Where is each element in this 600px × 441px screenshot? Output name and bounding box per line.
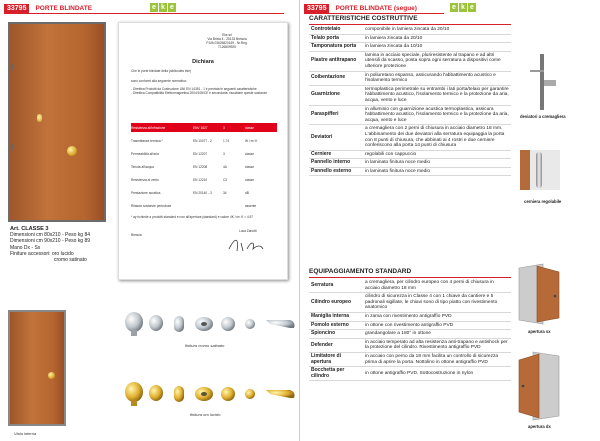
spec-value: in ottone con rivestimento antigraffio PVD [363,321,511,330]
article-line: Dimensioni cm 80x210 - Peso kg 84 [10,232,91,239]
caption-deviators: deviatori a cremagliera [520,114,566,119]
spec-row [309,330,511,339]
cert-row-unit: classe [245,151,255,156]
caption-hinge: cerniera regolabile [524,199,562,204]
cert-row [131,123,277,132]
spec-label: Controtelaio [309,26,363,34]
spec-label: Pannello esterno [309,167,363,176]
spec-label: Defender [309,338,363,352]
spec-row [309,338,511,352]
spec-label: Tamponatura porta [309,43,363,52]
article-line: Dimensioni cm 90x210 - Peso kg 89 [10,238,91,245]
spec-value: in alluminio con guarnizione acustica termoplastica, assicura l'abbattimento acustico, l'isolamento termico e la protezione da aria, acqua, vento e luce [363,105,511,125]
spec-value: in lamiera zincata da 10/10 [363,43,511,52]
cert-row-norm: ENV 1627 [193,125,208,130]
cert-row [131,162,277,171]
eke-logo: e k e [450,3,476,12]
caption-opening-sx: apertura sx [528,329,551,334]
equipment-specs-table [309,279,511,381]
declaration-certificate [118,22,288,280]
spec-label: Spioncino [309,330,363,339]
spec-label: Paraspifferi [309,105,363,125]
spec-value: in acciaio temperato ad alta resistenza anti-trapano e antishock per la protezione del cilindro. Rivestimento antigraffio PVD [363,338,511,352]
cert-row-unit: classe [245,125,255,130]
caption-chrome: finitura cromo satinato [185,343,225,348]
spec-label: Pannello interno [309,159,363,168]
spec-label: Serratura [309,279,363,293]
cert-footnote: * ay richiede a prodotti standard e non all'apertura (standard) e valore 4K / m² K = 4.97 [131,215,254,219]
spec-row [309,167,511,176]
article-line: cromo satinato [54,257,87,264]
header-rule [304,5,444,14]
spec-label: Coibentazione [309,71,363,85]
cert-row-name: Resistenza al vento [131,177,159,182]
cert-company: Eke srl [222,33,232,37]
door-knob [67,146,77,156]
spec-value: cilindro di sicurezza in Classe 4 con 1 chiave da cantiere e 5 padronali sigillate, le chiavi sono di tipo piatto con rivestimento anatomico [363,293,511,313]
cert-row [131,175,277,184]
cert-row-unit: assente [245,203,257,208]
interior-handle [48,372,55,379]
eke-logo: e k e [150,3,176,12]
spec-value: in poliuretano espanso, assicurando l'abbattimento acustico e l'isolamento termico [363,71,511,85]
spec-value: a cremagliera, per cilindro europeo con 4 perni di chiusura in acciaio diametro 18 mm [363,279,511,293]
cert-row-name: Prestazione acustica [131,190,161,195]
spec-row [309,85,511,105]
spec-value: a cremagliera con 2 perni di chiusura in acciaio diametro 18 mm. L'abbinamento dei due deviatori alla serratura equipaggia la porta con 8 punti di chiusura, che abbinati ai 4 rostri e due cerniere conferiscono alla porta 14 punti di chiusura [363,125,511,150]
caption-opening-dx: apertura dx [528,424,551,429]
section-construction-title: CARATTERISTICHE COSTRUTTIVE [309,15,418,22]
spec-row [309,150,511,159]
cert-row [131,201,277,210]
header-title: PORTE BLINDATE [35,5,93,12]
spec-value: in acciaio con perno da 18 mm facilita un controllo di sicurezza prima di aprire la porta. Nottolino in ottone antigraffio PVD [363,352,511,366]
cert-row-norm: EN 10077 - 2 [193,138,212,143]
cert-row-value: C3 [223,177,228,182]
spec-value: in laminato finitura noce medio [363,159,511,168]
cert-row-norm: EN 12207 [193,151,208,156]
cert-intro: Che le porte blindate della (sibilcodes eke) [131,69,192,73]
cert-row-value: 3 [223,125,225,130]
spec-row [309,105,511,125]
cert-row [131,188,277,197]
cert-row-name: Trasmittanza termica * [131,138,163,143]
spec-label: Piastre antitrapano [309,51,363,71]
section-equipment-title: EQUIPAGGIAMENTO STANDARD [309,268,412,275]
cert-row-name: Resistenza all'infrazione [131,125,166,130]
cert-row-unit: classe [245,177,255,182]
spec-value: componibile in lamiera zincata da 20/10 [363,26,511,34]
cert-norm-line: - Direttiva Prodotti da Costruzione UNI EN 14351 - 1 è prevista le seguenti caratteristiche [131,87,257,91]
spec-row [309,51,511,71]
cert-place: Brescia [131,233,142,237]
lock-plate [37,114,42,122]
cert-address-2: P.IVA 03626820169 - Nr.Reg. T126809925 [206,41,248,49]
spec-row [309,159,511,168]
hinge-image [520,150,560,190]
spec-row [309,321,511,330]
article-info [10,226,120,263]
spec-value: grandangolare a 180° in ottone [363,330,511,339]
cert-row [131,136,277,145]
spec-value: in laminato finitura noce medio [363,167,511,176]
page-code: 33795 [304,4,329,14]
spec-row [309,293,511,313]
spec-row [309,312,511,321]
deviators-image [520,52,582,110]
spec-value: regolabili con cappuccio [363,150,511,159]
cert-address-1: Via Brixia 4 - 25133 Brescia [207,37,247,41]
spec-value: in lamiera zincata da 20/10 [363,34,511,43]
spec-value: in zama con rivestimento antigraffio PVD [363,312,511,321]
cert-row-value: 34 [223,190,227,195]
door-front-image [8,22,106,222]
spec-label: Telaio porta [309,34,363,43]
cert-row [131,149,277,158]
opening-dx-image [515,350,565,422]
spec-label: Pomolo esterno [309,321,363,330]
cert-row-unit: classe [245,164,255,169]
spec-row [309,34,511,43]
spec-label: Cilindro europeo [309,293,363,313]
article-title: Art. CLASSE 3 [10,226,49,232]
door-interior-image [8,310,66,426]
spec-value: lamina in acciaio speciale, pluriresistente al trapano e ad altri utensili da scasso, posta sopra ogni serratura a dispositivi come ulteriore protezione [363,51,511,71]
cert-title: Dichiara [192,59,214,65]
cert-row-unit: dB [245,190,249,195]
header-title: PORTE BLINDATE (segue) [335,5,417,12]
gold-hardware-image [120,380,300,410]
spec-row [309,279,511,293]
spec-row [309,26,511,34]
cert-row-name: Permeabilità all'aria [131,151,159,156]
cert-row-unit: W / m² K [245,138,258,143]
spec-label: Deviatori [309,125,363,150]
header-rule [4,5,284,14]
spec-label: Limitatore di apertura [309,352,363,366]
caption-gold: finitura oro lucido [190,412,221,417]
spec-row [309,125,511,150]
spec-label: Guarnizione [309,85,363,105]
page-code: 33795 [4,4,29,14]
spec-row [309,71,511,85]
cert-row-value: 1,74 [223,138,230,143]
spec-row [309,352,511,366]
cert-row-value: 3 [223,151,225,156]
article-line: Finiture accessori: oro lucido [10,250,74,257]
construction-specs-table [309,26,511,176]
article-line: Mano Dx - Sx [10,244,41,251]
spec-row [309,43,511,52]
spec-label: Maniglia interna [309,312,363,321]
spec-label: Bocchetta per cilindro [309,367,363,381]
spec-value: in ottone antigraffio PVD. Sottocostruzione in nylon [363,367,511,381]
cert-norm-line: - Direttiva Compatibilità Elettromagnetica 2004/108/CE è secondaria: riscaldare queste sostanze [131,91,268,95]
cert-conform: sono conformi alla seguente normativa: [131,79,187,83]
spec-value: termoplastica perimetrale su entrambi i lati porta/telaio per garantire l'abbattimento acustico, l'isolamento termico e la protezione da aria, acqua, vento e luce [363,85,511,105]
chrome-hardware-image [120,310,300,340]
cert-signature-label: Luca Zanotti [239,229,257,233]
signature-icon [227,235,267,255]
cert-row-norm: EN 20140 - 3 [193,190,212,195]
opening-sx-image [515,262,565,326]
spec-row [309,367,511,381]
section-rule [309,277,511,278]
caption-interior: Vista interna [14,431,37,436]
cert-row-norm: EN 12208 [193,164,208,169]
cert-row-name: Rilascio sostanze pericolose [131,203,172,208]
cert-row-norm: EN 12210 [193,177,208,182]
cert-row-name: Tenuta all'acqua [131,164,154,169]
spec-label: Cerniere [309,150,363,159]
cert-row-value: 4A [223,164,227,169]
section-rule [309,24,511,25]
